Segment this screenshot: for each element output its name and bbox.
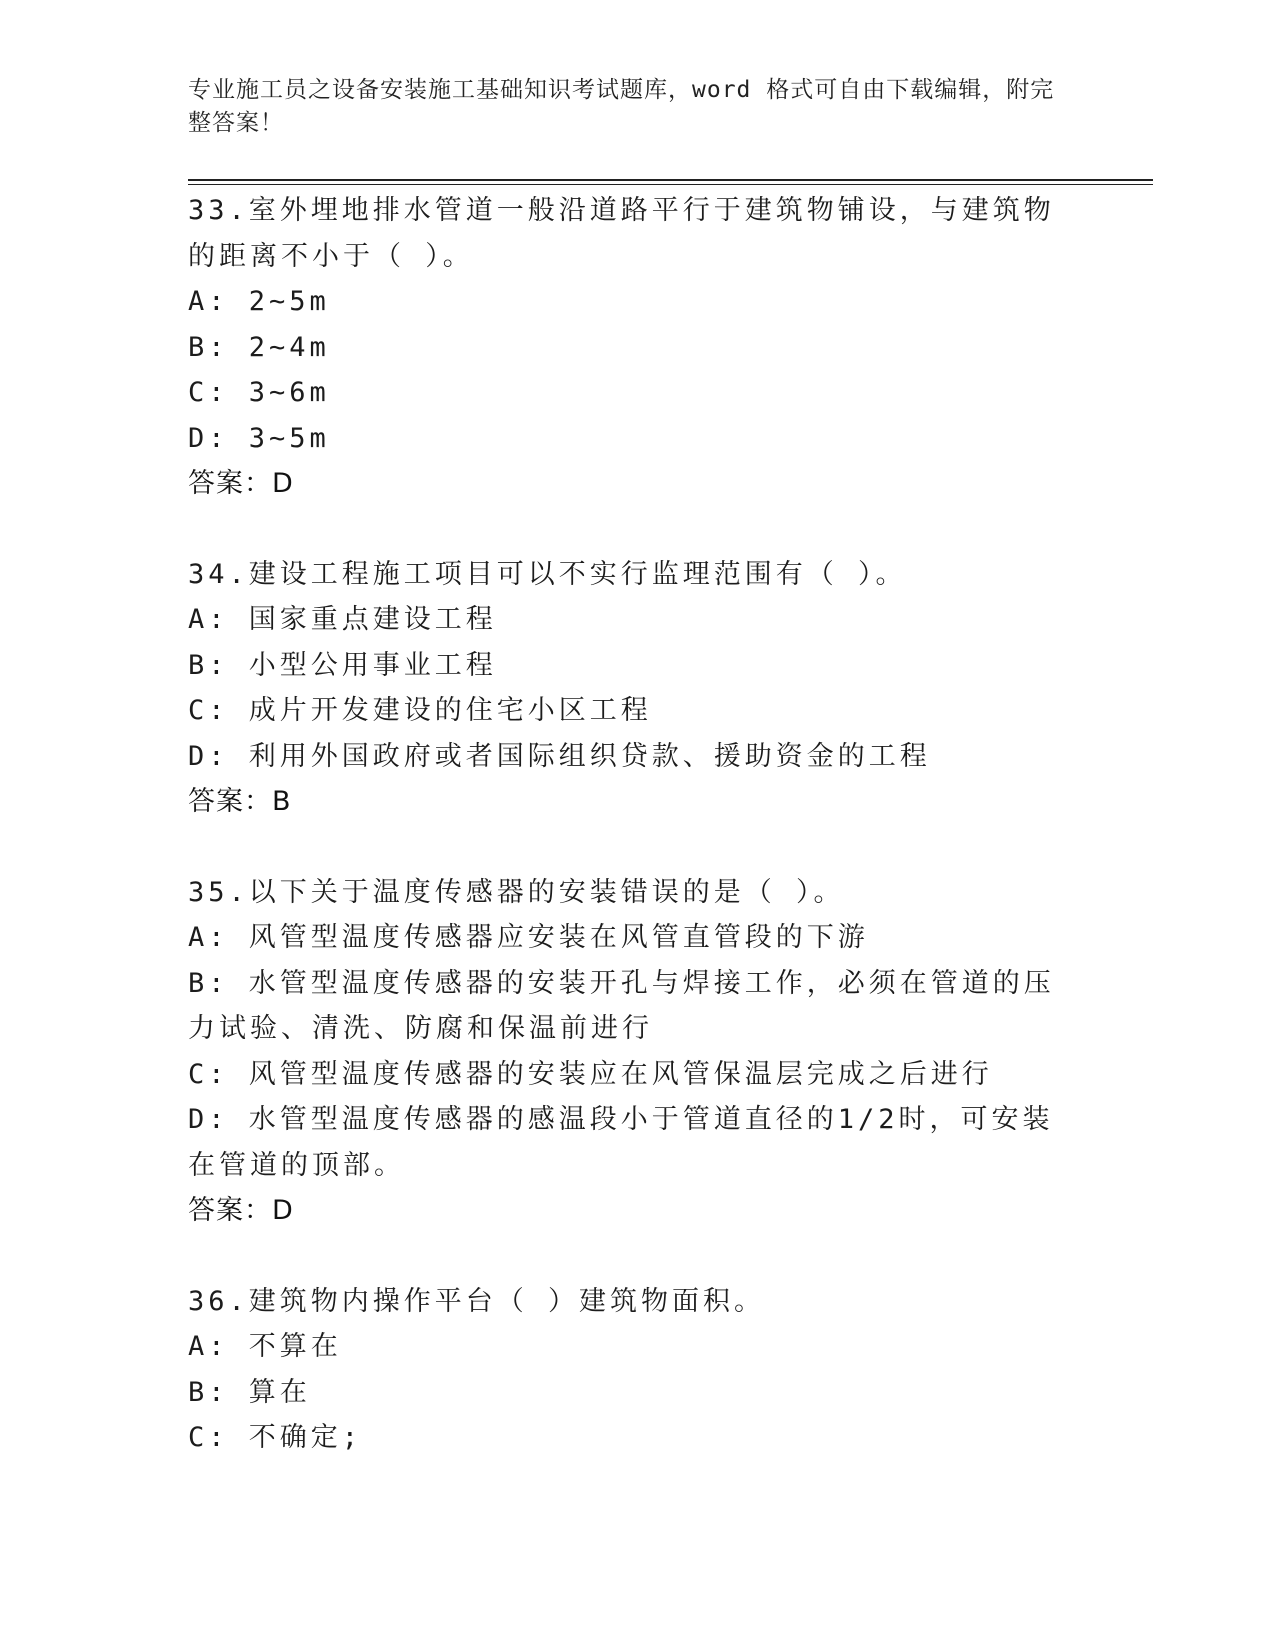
option-d: D: 利用外国政府或者国际组织贷款、援助资金的工程 [188, 740, 931, 772]
question-33 [188, 188, 1068, 507]
question-stem: 36.建筑物内操作平台（ ）建筑物面积。 [188, 1285, 766, 1317]
option-c: C: 不确定; [188, 1422, 363, 1453]
question-stem: 35.以下关于温度传感器的安装错误的是（ ）。 [188, 876, 845, 908]
option-a: A: 国家重点建设工程 [188, 604, 497, 635]
option-b: B: 小型公用事业工程 [188, 649, 497, 681]
option-c: C: 3~6m [188, 377, 330, 408]
option-b: B: 2~4m [188, 331, 330, 363]
option-c: C: 风管型温度传感器的安装应在风管保温层完成之后进行 [188, 1058, 993, 1090]
question-stem: 34.建设工程施工项目可以不实行监理范围有（ ）。 [188, 558, 907, 590]
option-b: B: 水管型温度传感器的安装开孔与焊接工作，必须在管道的压力试验、清洗、防腐和保温前进行 [188, 967, 1055, 1044]
option-d: D: 3~5m [188, 422, 330, 454]
question-list [188, 188, 1068, 1461]
option-b: B: 算在 [188, 1376, 311, 1408]
header-divider-thin [188, 184, 1153, 185]
option-d: D: 水管型温度传感器的感温段小于管道直径的1/2时，可安装在管道的顶部。 [188, 1104, 1054, 1181]
question-stem: 33.室外埋地排水管道一般沿道路平行于建筑物铺设，与建筑物的距离不小于（ ）。 [188, 195, 1055, 272]
question-36 [188, 1279, 1068, 1461]
answer-line: 答案：B [188, 786, 292, 817]
option-a: A: 2~5m [188, 286, 330, 317]
question-35 [188, 870, 1068, 1234]
option-c: C: 成片开发建设的住宅小区工程 [188, 695, 652, 726]
document-header: 专业施工员之设备安装施工基础知识考试题库，word 格式可自由下载编辑，附完整答案！ [188, 77, 1055, 136]
header-divider-thick [188, 179, 1153, 181]
answer-line: 答案：D [188, 1195, 294, 1226]
option-a: A: 风管型温度传感器应安装在风管直管段的下游 [188, 922, 869, 953]
question-34 [188, 552, 1068, 825]
option-a: A: 不算在 [188, 1331, 342, 1362]
answer-line: 答案：D [188, 468, 294, 499]
